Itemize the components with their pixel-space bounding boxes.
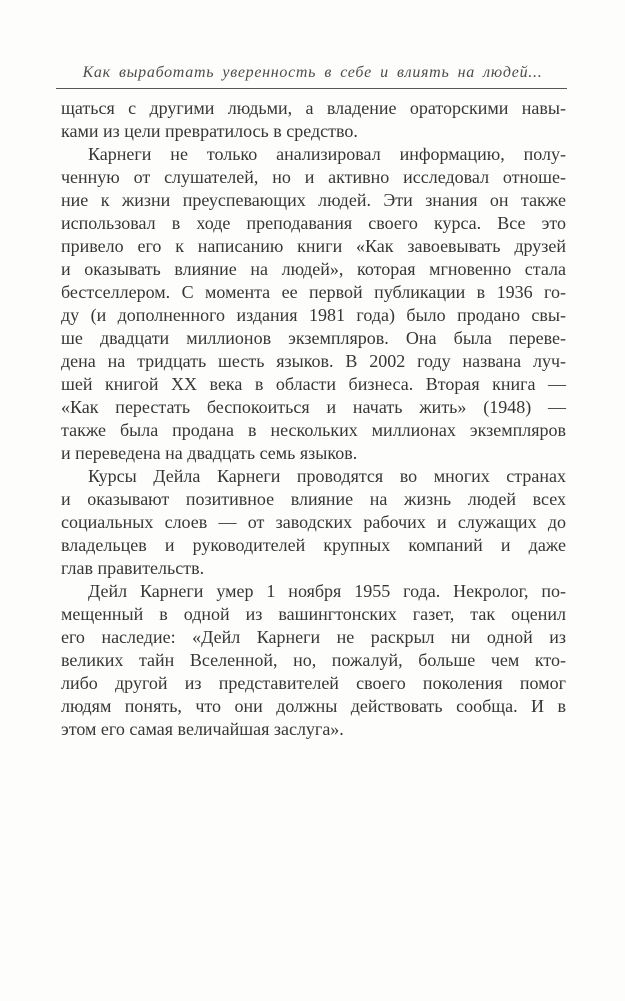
body-line: его наследие: «Дейл Карнеги не раскрыл ни одной из — [61, 627, 566, 647]
body-line: и оказывать влияние на людей», которая мгновенно стала — [61, 259, 566, 279]
body-line: глав правительств. — [61, 558, 205, 578]
body-line: Карнеги не только анализировал информацию, полу- — [88, 144, 566, 164]
body-line: ше двадцати миллионов экземпляров. Она была переве- — [61, 328, 566, 348]
body-line: либо другой из представителей своего поколения помог — [61, 673, 566, 693]
body-line: и переведена на двадцать семь языков. — [61, 443, 358, 463]
body-line: Курсы Дейла Карнеги проводятся во многих странах — [88, 466, 566, 486]
body-line: великих тайн Вселенной, но, пожалуй, больше чем кто- — [61, 650, 566, 670]
body-line: использовал в ходе преподавания своего курса. Все это — [61, 213, 566, 233]
body-line: этом его самая величайшая заслуга». — [61, 719, 344, 739]
body-line: дена на тридцать шесть языков. В 2002 году названа луч- — [61, 351, 566, 371]
header-rule — [56, 88, 567, 89]
body-line: ние к жизни преуспевающих людей. Эти знания он также — [61, 190, 566, 210]
body-line: шей книгой XX века в области бизнеса. Вторая книга — — [61, 374, 566, 394]
body-line: также была продана в нескольких миллионах экземпляров — [61, 420, 566, 440]
body-line: людям понять, что они должны действовать сообща. И в — [61, 696, 566, 716]
body-line: социальных слоев — от заводских рабочих и служащих до — [61, 512, 566, 532]
body-line: ченную от слушателей, но и активно исследовал отноше- — [61, 167, 566, 187]
body-line: Дейл Карнеги умер 1 ноября 1955 года. Некролог, по- — [88, 581, 566, 601]
body-line: владельцев и руководителей крупных компаний и даже — [61, 535, 566, 555]
page-body — [61, 97, 566, 741]
body-line: привело его к написанию книги «Как завоевывать друзей — [61, 236, 566, 256]
running-header: Как выработать уверенность в себе и влиять на людей... — [82, 64, 543, 81]
body-line: ками из цели превратилось в средство. — [61, 121, 358, 141]
body-line: «Как перестать беспокоиться и начать жить» (1948) — — [61, 397, 566, 417]
body-line: мещенный в одной из вашингтонских газет, так оценил — [61, 604, 566, 624]
body-line: щаться с другими людьми, а владение ораторскими навы- — [61, 98, 566, 118]
body-line: бестселлером. С момента ее первой публикации в 1936 го- — [61, 282, 566, 302]
body-line: ду (и дополненного издания 1981 года) было продано свы- — [61, 305, 566, 325]
body-line: и оказывают позитивное влияние на жизнь людей всех — [61, 489, 566, 509]
